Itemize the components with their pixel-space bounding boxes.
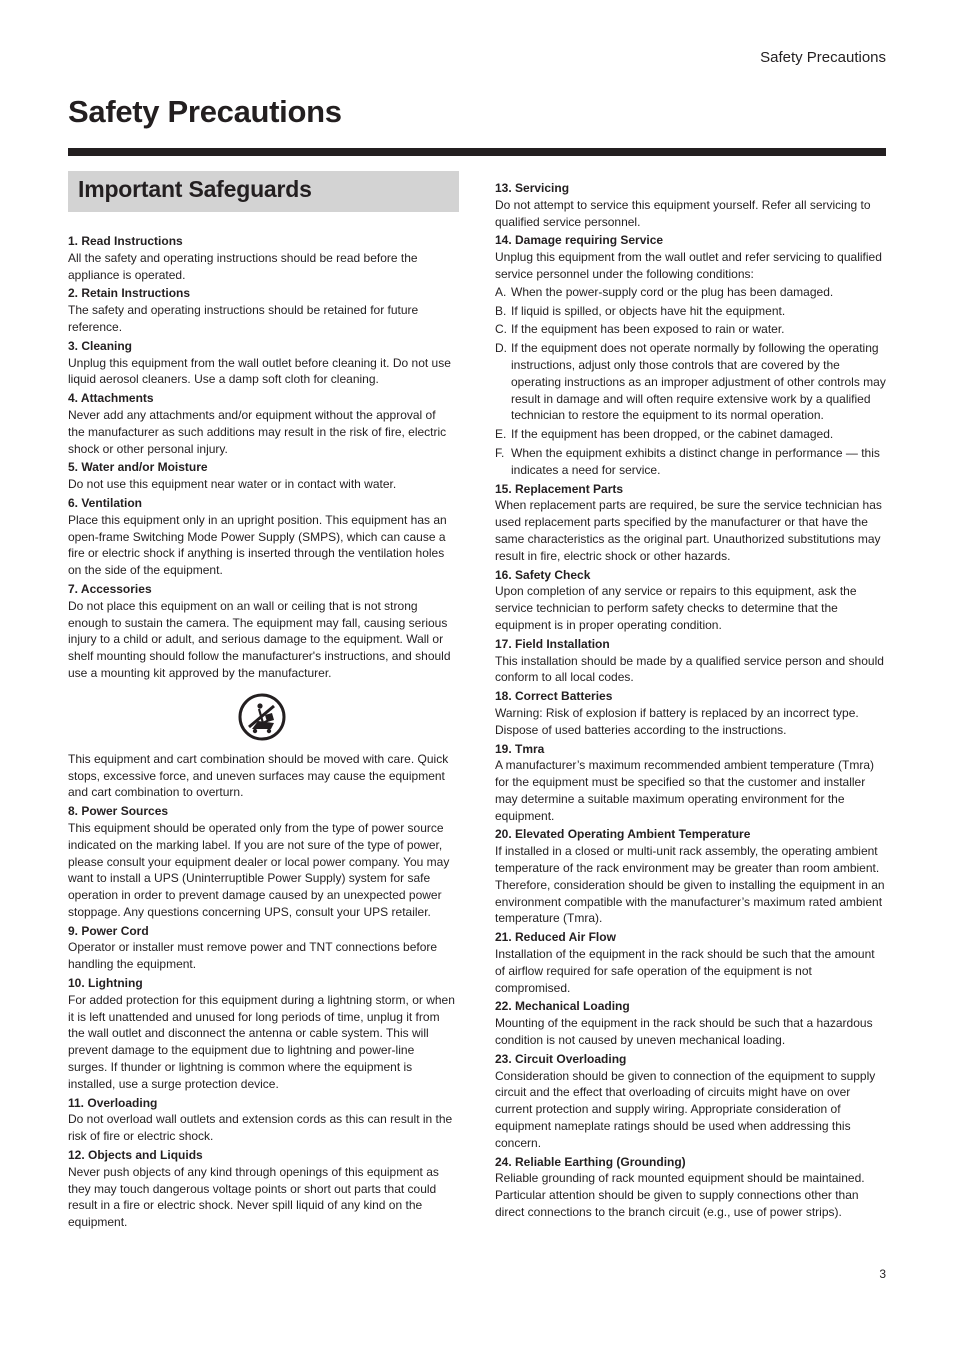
right-items-continued (495, 481, 887, 1221)
item-heading: 10. Lightning (68, 976, 143, 991)
item-heading: 21. Reduced Air Flow (495, 930, 616, 945)
condition-item (495, 303, 887, 320)
item-heading: 6. Ventilation (68, 495, 143, 510)
item-body: Do not overload wall outlets and extension cords as this can result in the risk of fire or electric shock. (68, 1112, 453, 1144)
condition-letter: E. (495, 427, 507, 442)
item-heading: 22. Mechanical Loading (495, 999, 630, 1014)
title-rule (68, 148, 886, 156)
item-heading: 1. Read Instructions (68, 234, 183, 248)
service-conditions-list (495, 284, 887, 479)
item-heading: 18. Correct Batteries (495, 689, 613, 704)
item-body: All the safety and operating instructions should be read before the appliance is operated. (68, 250, 418, 282)
item-body: This equipment should be operated only from the type of power source indicated on the marking label. If you are not sure of the type of power, please consult your equipment dealer or local power company. You may want to install a UPS (Uninterruptible Power Supply) system for safe operation in order to prevent damage caused by an unexpected power stoppage. Any questions concerning UPS, consult your UPS retailer. (68, 820, 450, 919)
cart-warning-text: This equipment and cart combination should be moved with care. Quick stops, excessive force, and uneven surfaces may cause the equipment and cart combination to overturn. (68, 751, 449, 800)
item-body: Consideration should be given to connection of the equipment to supply circuit and the effect that overloading of circuits might have on over current protection and supply wiring. Appropriate consideration of equipment nameplate ratings should be used when addressing this concern. (495, 1068, 876, 1150)
running-header: Safety Precautions (760, 49, 886, 66)
condition-item (495, 445, 887, 479)
condition-letter: A. (495, 284, 507, 299)
condition-text: If the equipment has been exposed to rain or water. (511, 322, 785, 337)
item-body: Unplug this equipment from the wall outlet and refer servicing to qualified service personnel under the following conditions: (495, 250, 882, 281)
item-body: Warning: Risk of explosion if battery is replaced by an incorrect type. Dispose of used batteries according to the instructions. (495, 705, 859, 737)
condition-text: If the equipment does not operate normally by following the operating instructions, adjust only those controls that are covered by the operating instructions as an improper adjustment of other controls may result in damage and will often require extensive work by a qualified technician to restore the equipment to its normal operation. (511, 341, 886, 423)
item-heading: 12. Objects and Liquids (68, 1148, 203, 1163)
item-heading: 24. Reliable Earthing (Grounding) (495, 1154, 686, 1169)
item-heading: 5. Water and/or Moisture (68, 460, 208, 475)
item-body: Unplug this equipment from the wall outlet before cleaning it. Do not use liquid aerosol cleaners. Use a damp soft cloth for cleaning. (68, 355, 451, 387)
item-heading: 2. Retain Instructions (68, 286, 191, 301)
item-heading: 4. Attachments (68, 391, 154, 406)
item-body: Do not place this equipment on an wall or ceiling that is not strong enough to sustain the camera. The equipment may fall, causing serious injury to a child or adult, and serious damage to the equipment. Wall or shelf mounting should follow the manufacturer's instructions, and should use a mounting kit approved by the manufacturer. (68, 598, 451, 680)
condition-item (495, 426, 887, 443)
item-body: Do not use this equipment near water or in contact with water. (68, 477, 397, 492)
item-body: Installation of the equipment in the rack should be such that the amount of airflow required for safe operation of the equipment is not compromised. (495, 947, 875, 995)
item-body: Mounting of the equipment in the rack should be such that a hazardous condition is not caused by uneven mechanical loading. (495, 1016, 873, 1048)
condition-text: If liquid is spilled, or objects have hit the equipment. (511, 303, 786, 318)
item-body: For added protection for this equipment during a lightning storm, or when it is left unattended and unused for long periods of time, unplug it from the wall outlet and disconnect the antenna or cable system. This will prevent damage to the equipment due to lightning and power-line surges. If thunder or lightning is common where the equipment is installed, use a surge protection device. (68, 992, 455, 1091)
left-items-continued (68, 803, 455, 1231)
condition-letter: D. (495, 341, 507, 356)
item-body: Place this equipment only in an upright position. This equipment has an open-frame Switching Mode Power Supply (SMPS), which can cause a fire or electric shock if anything is inserted through the ventilation holes on the side of the equipment. (68, 512, 447, 578)
item-body: When replacement parts are required, be sure the service technician has used replacement parts specified by the manufacturer or that have the same characteristics as the original part. Unauthorized substitutions may result in fire, electric shock or other hazards. (495, 498, 882, 563)
item-body: The safety and operating instructions should be retained for future reference. (68, 303, 419, 334)
page-number: 3 (879, 1267, 886, 1281)
condition-text: When the equipment exhibits a distinct change in performance — this indicates a need for service. (511, 445, 880, 477)
right-column (495, 178, 887, 1222)
condition-text: If the equipment has been dropped, or the cabinet damaged. (511, 427, 834, 442)
item-body: Do not attempt to service this equipment yourself. Refer all servicing to qualified service personnel. (495, 197, 871, 229)
condition-letter: C. (495, 322, 507, 337)
condition-text: When the power-supply cord or the plug has been damaged. (511, 284, 834, 299)
item-heading: 15. Replacement Parts (495, 481, 624, 496)
item-heading: 23. Circuit Overloading (495, 1051, 627, 1066)
left-items (68, 233, 455, 682)
item-body: Reliable grounding of rack mounted equipment should be maintained. Particular attention should be given to supply connections other than direct connections to the branch circuit (e.g., use of power strips). (495, 1171, 865, 1220)
page-title: Safety Precautions (68, 94, 342, 129)
item-heading: 13. Servicing (495, 181, 570, 195)
item-heading: 16. Safety Check (495, 567, 591, 582)
condition-item (495, 340, 887, 424)
condition-item (495, 284, 887, 301)
item-heading: 7. Accessories (68, 581, 152, 596)
condition-letter: B. (495, 303, 507, 318)
section-heading-box (68, 171, 459, 212)
item-heading: 9. Power Cord (68, 923, 149, 938)
item-body: A manufacturer’s maximum recommended ambient temperature (Tmra) for the equipment must be specified so that the customer and installer may determine a suitable maximum operating environment for the equipment. (495, 758, 875, 823)
item-heading: 3. Cleaning (68, 338, 133, 353)
item-heading: 20. Elevated Operating Ambient Temperature (495, 827, 751, 842)
item-heading: 19. Tmra (495, 741, 545, 756)
cart-tipover-warning-icon (238, 693, 286, 741)
item-heading: 11. Overloading (68, 1095, 158, 1110)
section-title: Important Safeguards (78, 176, 312, 202)
item-body: If installed in a closed or multi-unit rack assembly, the operating ambient temperature of the rack environment may be greater than room ambient. Therefore, consideration should be given to installing the equipment in an environment compatible with the manufacturer’s maximum rated ambient temperature (Tmra). (495, 844, 885, 926)
left-column (68, 231, 455, 1232)
item-body: Never add any attachments and/or equipment without the approval of the manufacturer as such additions may result in the risk of fire, electric shock or other personal injury. (68, 407, 447, 456)
item-body: This installation should be made by a qualified service person and should conform to all local codes. (495, 653, 884, 685)
item-body: Upon completion of any service or repairs to this equipment, ask the service technician to perform safety checks to determine that the equipment is in proper operating condition. (495, 584, 857, 632)
item-heading: 8. Power Sources (68, 804, 169, 819)
item-body: Never push objects of any kind through openings of this equipment as they may touch dangerous voltage points or short out parts that could result in a fire or electric shock. Never spill liquid of any kind on the equipment. (68, 1164, 439, 1230)
item-body: Operator or installer must remove power and TNT connections before handling the equipment. (68, 940, 438, 972)
item-heading: 17. Field Installation (495, 636, 610, 651)
item-heading: 14. Damage requiring Service (495, 233, 664, 248)
condition-letter: F. (495, 445, 505, 460)
right-items (495, 180, 887, 283)
condition-item (495, 321, 887, 338)
